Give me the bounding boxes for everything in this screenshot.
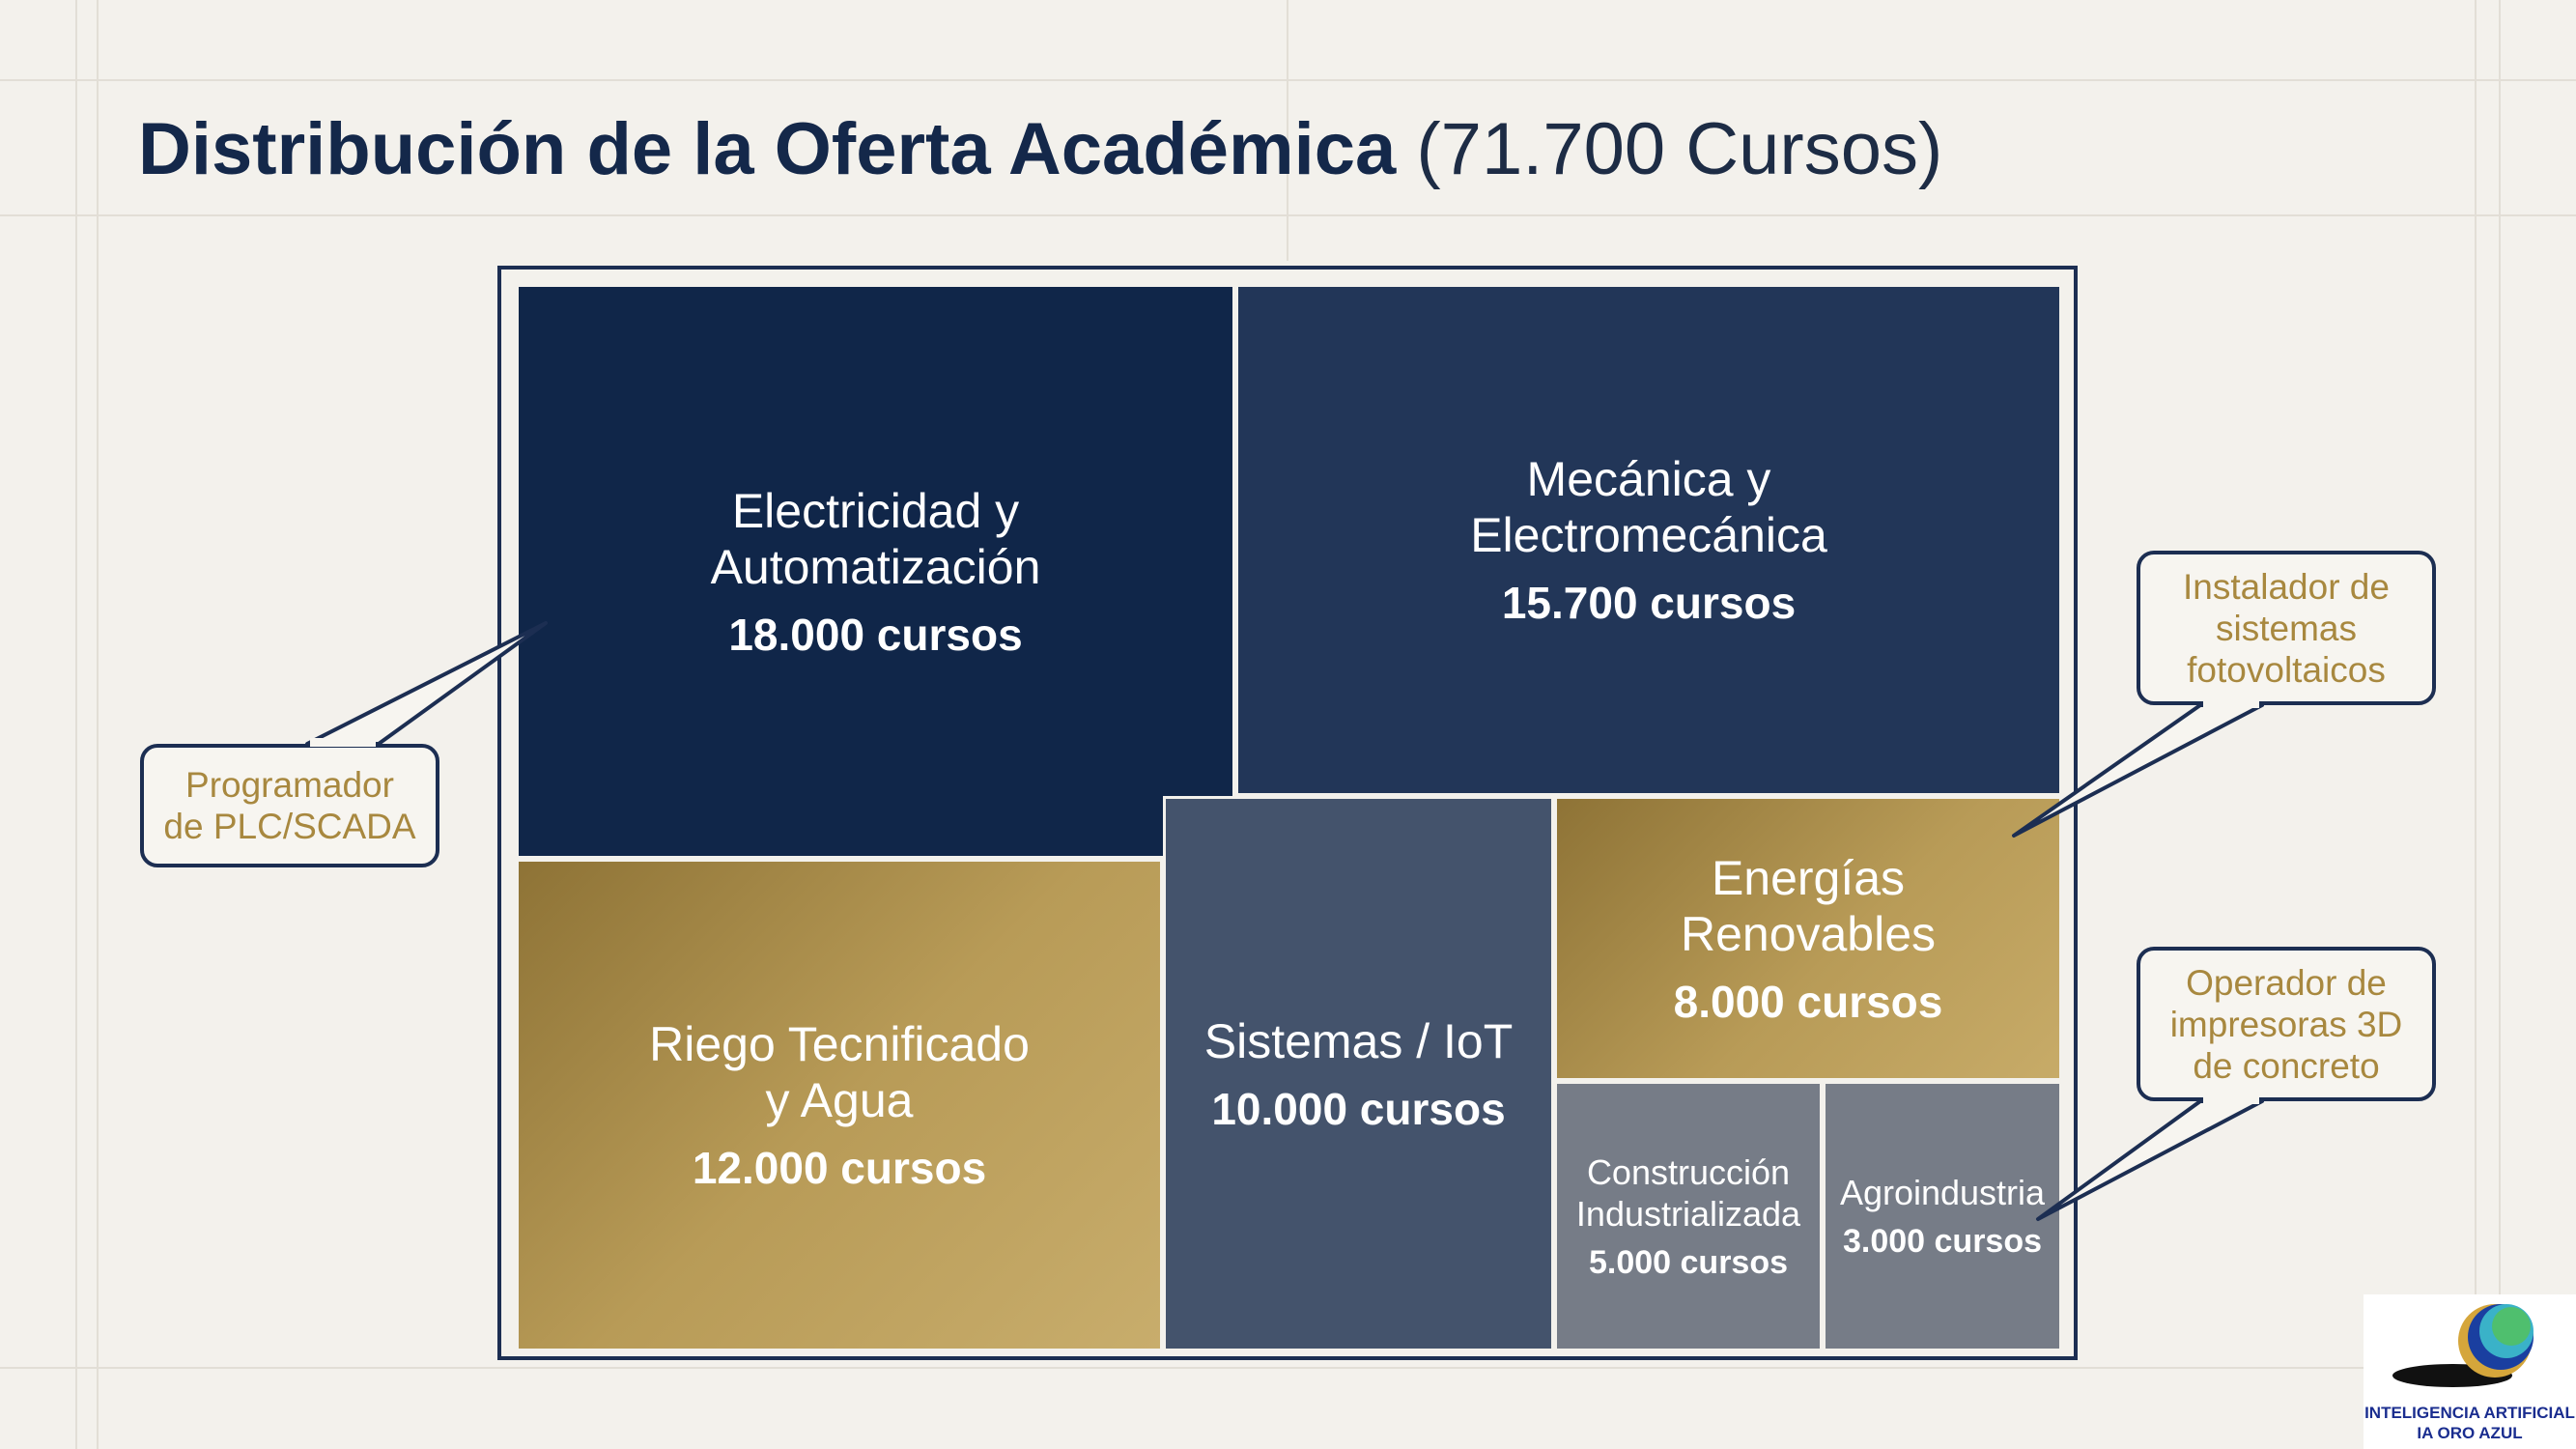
tile-name: Electricidad y Automatización	[710, 483, 1041, 594]
chart-title-total: (71.700 Cursos)	[1416, 108, 1943, 190]
callout-seam-cover	[310, 738, 376, 747]
tile-value-label: 3.000 cursos	[1842, 1223, 2043, 1260]
callout-seam-cover	[2203, 699, 2259, 708]
tile-name: Mecánica y Electromecánica	[1470, 452, 1827, 562]
tile-value-label: 18.000 cursos	[728, 609, 1023, 660]
callout-seam-cover	[2203, 1095, 2259, 1104]
chart-title-main: Distribución de la Oferta Académica	[138, 108, 1397, 190]
logo-line-1: INTELIGENCIA ARTIFICIAL	[2364, 1404, 2575, 1422]
tile-value-label: 15.700 cursos	[1501, 578, 1797, 628]
logo-line-2: IA ORO AZUL	[2417, 1424, 2523, 1442]
callout-pointer	[2038, 1101, 2262, 1219]
tile-value-label: 8.000 cursos	[1673, 976, 1943, 1027]
callout-elec: Programador de PLC/SCADA	[140, 744, 439, 867]
tile-name: Construcción Industrializada	[1575, 1151, 1801, 1234]
logo-emblem-icon	[2364, 1294, 2576, 1401]
callout-agro: Operador de impresoras 3D de concreto	[2137, 947, 2436, 1101]
tile-value-label: 12.000 cursos	[692, 1143, 987, 1193]
callout-ener: Instalador de sistemas fotovoltaicos	[2137, 551, 2436, 705]
tile-name: Sistemas / IoT	[1203, 1013, 1514, 1068]
callout-pointer	[2014, 705, 2262, 836]
tile-name: Riego Tecnificado y Agua	[649, 1017, 1030, 1127]
tile-value-label: 10.000 cursos	[1211, 1083, 1506, 1134]
logo	[2364, 1294, 2576, 1449]
tile-name: Energías Renovables	[1680, 850, 1937, 961]
callout-pointer	[307, 623, 546, 744]
tile-name: Agroindustria	[1839, 1173, 2046, 1212]
tile-value-label: 5.000 cursos	[1588, 1243, 1789, 1281]
